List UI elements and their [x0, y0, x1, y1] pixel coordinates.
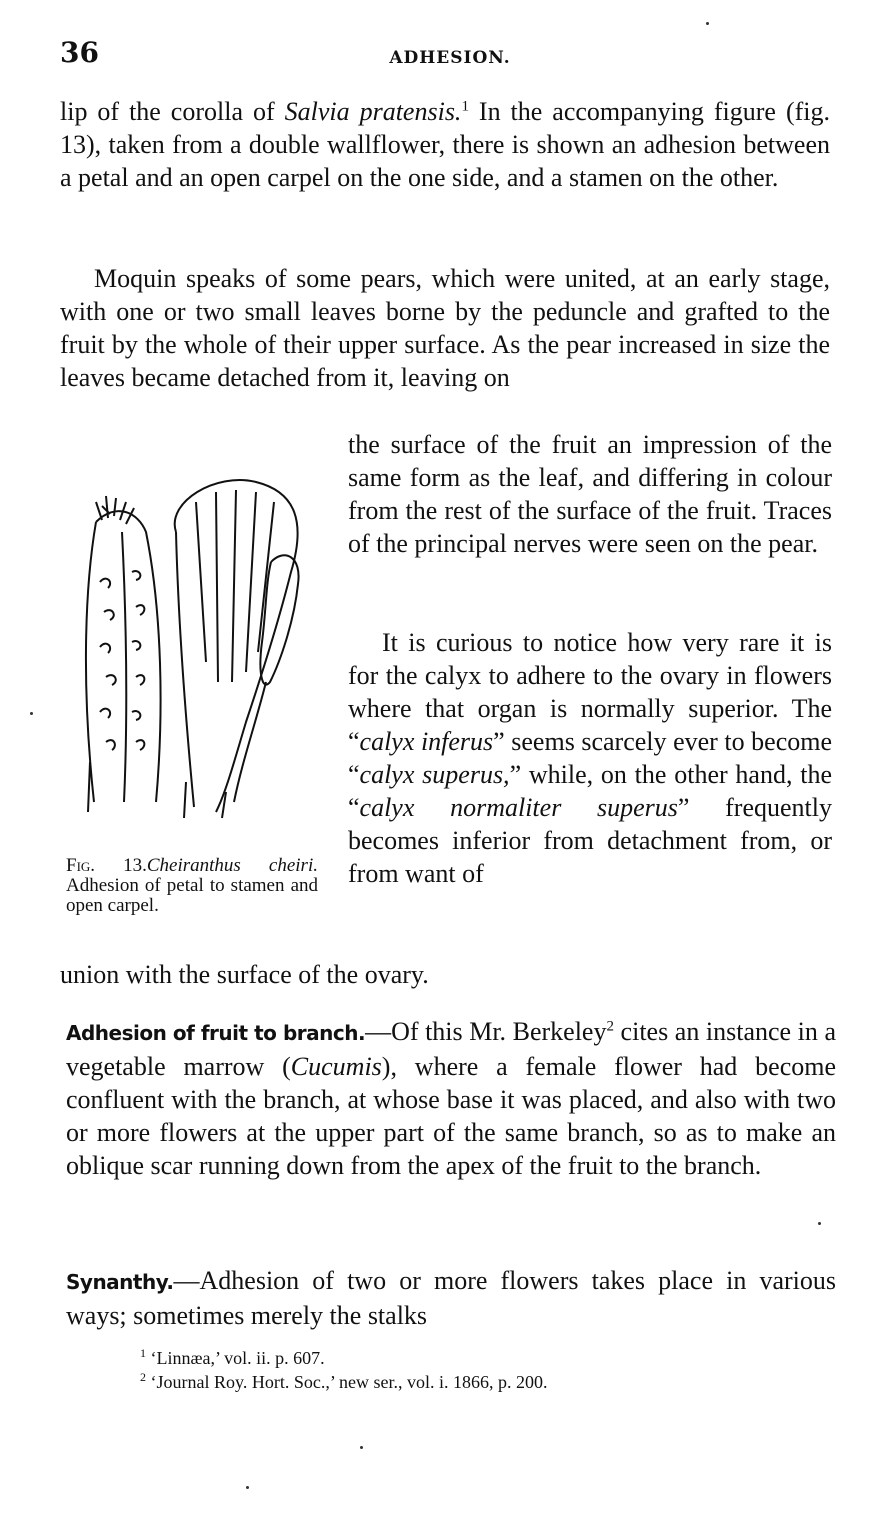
section-heading-fruit-to-branch: Adhesion of fruit to branch. — [66, 1021, 366, 1045]
para3-text-d: ” frequently becomes inferior from detachment from, or from want of — [348, 793, 832, 888]
section-synanthy — [66, 1264, 836, 1332]
page-number: 36 — [60, 36, 99, 69]
para3-text-c: ” while, on the other hand, the “ — [348, 760, 832, 822]
term-calyx-superus: calyx superus, — [359, 760, 510, 789]
ovules — [100, 571, 144, 750]
section-fruit-to-branch — [66, 1015, 836, 1182]
petal-left-edge — [176, 532, 194, 807]
petal-veins — [196, 490, 274, 682]
para3-text-b: ” seems scarcely ever to become “ — [348, 727, 832, 789]
para1-text-a: lip of the corolla of — [60, 97, 285, 126]
footnote-mark-2: 2 — [140, 1370, 146, 1384]
footnote-ref-1: 1 — [461, 98, 469, 115]
section2-text: —Adhesion of two or more flowers takes place in various ways; sometimes merely the stalks — [66, 1266, 836, 1330]
carpel-tip-bristles — [96, 496, 134, 524]
scan-speck — [818, 1222, 821, 1225]
figure-13-illustration — [66, 462, 326, 822]
paragraph-2-right: the surface of the fruit an impression of the same form as the leaf, and differing in colour from the rest of the surface of the fruit. Traces of the principal nerves were seen on the pear. — [348, 430, 832, 558]
footnote-1 — [140, 1346, 790, 1370]
footnote-ref-2: 2 — [606, 1018, 614, 1035]
para1-italic: Salvia pratensis. — [284, 97, 462, 126]
term-calyx-inferus: calyx inferus — [359, 727, 494, 756]
carpel-inner-line — [122, 532, 126, 802]
scan-speck — [30, 712, 33, 715]
para1-text-b: In the accompanying figure (fig. 13), taken from a double wallflower, there is shown an adhesion between a petal and an open carpel on the one side, and a stamen on the other. — [60, 97, 830, 192]
section1-text-c: ), where a female flower had become confluent with the branch, at whose base it was placed, and also with two or more flowers at the upper part of the same branch, so as to make an oblique scar running down from the apex of the fruit to the branch. — [66, 1052, 836, 1180]
figure-species: Cheiranthus cheiri. — [146, 855, 318, 876]
scan-speck — [246, 1486, 249, 1489]
section-heading-synanthy: Synanthy. — [66, 1270, 174, 1294]
scan-speck — [706, 22, 709, 25]
footnote-text-1: ‘Linnæa,’ vol. ii. p. 607. — [146, 1348, 325, 1368]
figure-caption — [66, 856, 318, 916]
paragraph-3 — [348, 626, 832, 890]
footnote-mark-1: 1 — [140, 1346, 146, 1360]
scan-speck — [360, 1446, 363, 1449]
footnote-text-2: ‘Journal Roy. Hort. Soc.,’ new ser., vol. i. 1866, p. 200. — [146, 1372, 548, 1392]
paragraph-1 — [60, 95, 830, 194]
figure-label: Fig. 13. — [66, 855, 147, 876]
footnote-2 — [140, 1370, 790, 1394]
section1-text-b: cites an instance in a vegetable marrow ( — [66, 1017, 836, 1081]
running-head: ADHESION. — [389, 48, 511, 68]
paragraph-2-top: Moquin speaks of some pears, which were united, at an early stage, with one or two small leaves borne by the peduncle and grafted to the fruit by the whole of their upper surface. As the pear increased in size the leaves became detached from it, leaving on — [60, 264, 830, 392]
stamen-filament — [234, 682, 266, 802]
term-cucumis: Cucumis — [290, 1052, 382, 1081]
section1-text-a: —Of this Mr. Berkeley — [365, 1017, 607, 1046]
footnotes — [140, 1346, 790, 1394]
para3-text-a: It is curious to notice how very rare it is for the calyx to adhere to the ovary in flowers where that organ is normally superior. The “ — [348, 628, 832, 756]
paragraph-3-tail: union with the surface of the ovary. — [60, 960, 429, 989]
page-header — [60, 36, 840, 72]
term-calyx-normaliter-superus: calyx normaliter superus — [359, 793, 678, 822]
figure-caption-text: Adhesion of petal to stamen and open carpel. — [66, 875, 318, 916]
